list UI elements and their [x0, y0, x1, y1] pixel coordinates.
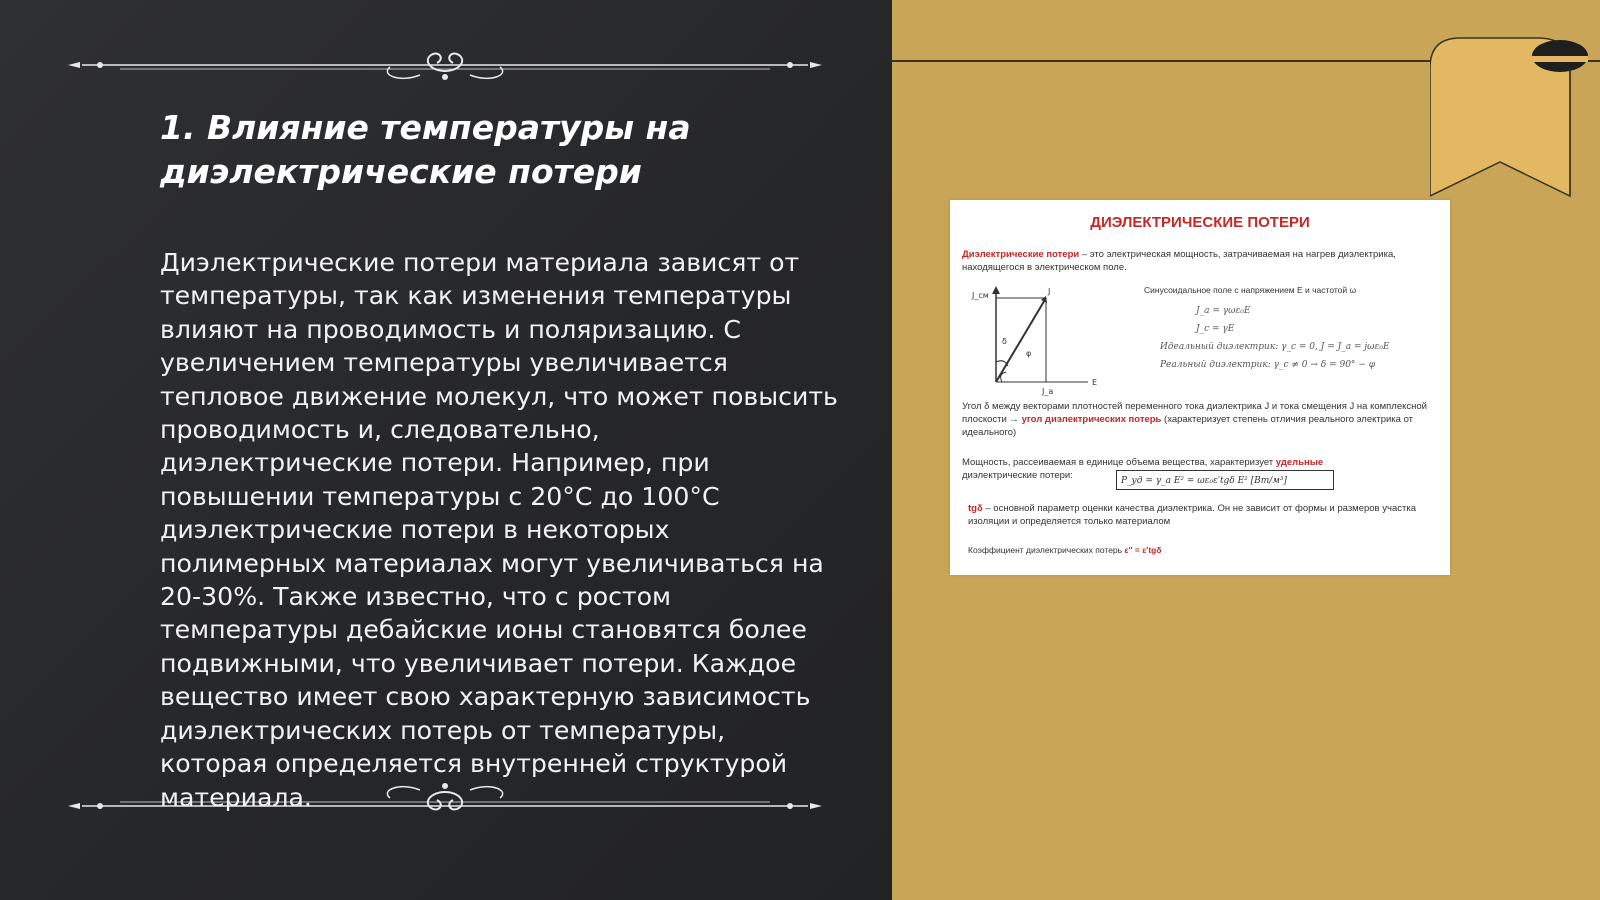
diagram-label-e: E [1092, 378, 1098, 387]
bookmark-ribbon-icon [1430, 30, 1600, 200]
image-power-formula: P_уд = γ_a E² = ωε₀ε′tgδ E² [Вт/м³] [1116, 470, 1334, 490]
image-formula-3: Идеальный диэлектрик: γ_c = 0, J = J_a = jωε₀E [1160, 342, 1390, 352]
image-angle-text [962, 400, 1442, 439]
image-definition [962, 248, 1442, 274]
image-angle-term: угол диэлектрических потерь [1021, 414, 1162, 425]
image-angle-text-3: (характеризует степень отличия реального электрика от идеального) [962, 414, 1414, 438]
embedded-dielectric-losses-image [950, 200, 1450, 575]
image-power-text-1: Мощность, рассеиваемая в единице объема вещества, характеризует [962, 457, 1276, 468]
image-title: ДИЭЛЕКТРИЧЕСКИЕ ПОТЕРИ [1090, 214, 1310, 231]
slide-body-text: Диэлектрические потери материала зависят от температуры, так как изменения температуры влияют на проводимость и поляризацию. С увеличением температуры увеличивается тепловое движение молекул, что может повысить проводимость и, следовательно, диэлектрические потери. Например, при повышении температуры с 20°C до 100°C диэлектрические потери в некоторых полимерных материалах могут увеличиваться на 20-30%. Также известно, что с ростом температуры дебайские ионы становятся более подвижными, что увеличивает потери. Каждое вещество имеет свою характерную зависимость диэлектрических потерь от температуры, которая определяется внутренней структурой материала. [160, 248, 838, 812]
diagram-label-ja: J_а [1042, 387, 1054, 396]
diagram-label-phi: φ [1026, 349, 1032, 358]
image-tg-text [968, 502, 1438, 528]
vector-diagram [968, 282, 1108, 397]
ornament-top [60, 45, 830, 85]
image-tg-description: – основной параметр оценки качества диэлектрика. Он не зависит от формы и размеров участка изоляции и определяется только материалом [968, 503, 1416, 527]
image-angle-text-2: на комплексной плоскости → [962, 401, 1427, 425]
image-field-caption: Синусоидальное поле с напряжением E и частотой ω [1144, 285, 1357, 295]
diagram-label-jcm: J_см [972, 291, 989, 300]
image-formula-1: J_a = γωε₀E [1196, 306, 1251, 316]
diagram-label-delta: δ [1002, 337, 1007, 346]
image-definition-text: – это электрическая мощность, затрачиваемая на нагрев диэлектрика, находящегося в электрическом поле. [962, 249, 1396, 273]
image-angle-text-1: Угол δ между векторами плотностей переменного тока диэлектрика J и тока смещения J [962, 401, 1355, 412]
image-coef-text [968, 544, 1438, 557]
image-formula-4: Реальный диэлектрик: γ_c ≠ 0 → δ = 90° − φ [1160, 360, 1375, 370]
diagram-label-j: J [1048, 287, 1051, 296]
slide-title: 1. Влияние температуры на диэлектрические потери [160, 108, 691, 191]
image-coef-label: Коэффициент диэлектрических потерь [968, 545, 1125, 555]
image-power-text-2: диэлектрические потери: [962, 470, 1073, 481]
image-formula-2: J_c = γE [1196, 324, 1235, 334]
image-coef-formula: ε″ = ε′tgδ [1124, 545, 1162, 555]
image-tg-term: tgδ [968, 503, 983, 514]
image-definition-term: Диэлектрические потери [962, 249, 1080, 260]
image-power-term: удельные [1275, 457, 1324, 468]
